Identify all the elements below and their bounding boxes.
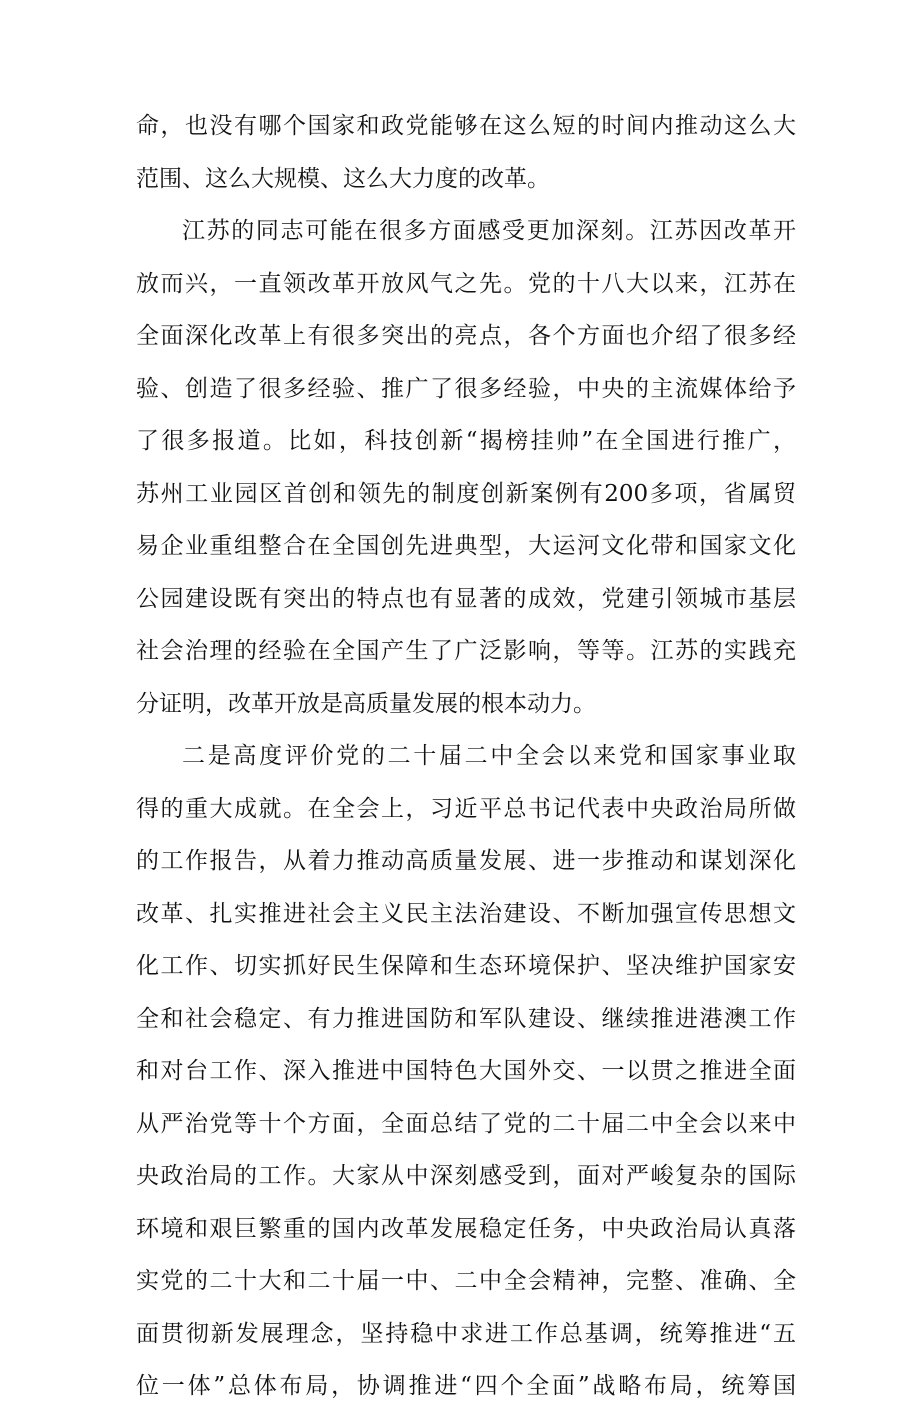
text-line: 易企业重组整合在全国创先进典型，大运河文化带和国家文化 <box>136 533 796 559</box>
text-line: 从严治党等十个方面，全面总结了党的二十届二中全会以来中 <box>136 1110 796 1137</box>
text-line: 位一体”总体布局，协调推进“四个全面”战略布局，统筹国 <box>136 1373 796 1399</box>
text-line: 面贯彻新发展理念，坚持稳中求进工作总基调，统筹推进“五 <box>136 1320 796 1347</box>
text-line: 苏州工业园区首创和领先的制度创新案例有200多项，省属贸 <box>136 480 796 507</box>
text-line: 改革、扎实推进社会主义民主法治建设、不断加强宣传思想文 <box>136 900 796 927</box>
text-line: 社会治理的经验在全国产生了广泛影响，等等。江苏的实践充 <box>136 638 796 664</box>
text-line: 全和社会稳定、有力推进国防和军队建设、继续推进港澳工作 <box>136 1005 796 1032</box>
text-line: 范围、这么大规模、这么大力度的改革。 <box>136 165 550 192</box>
text-line: 的工作报告，从着力推动高质量发展、进一步推动和谋划深化 <box>136 848 796 874</box>
text-line: 实党的二十大和二十届一中、二中全会精神，完整、准确、全 <box>136 1268 796 1294</box>
text-line: 和对台工作、深入推进中国特色大国外交、一以贯之推进全面 <box>136 1058 796 1084</box>
text-line: 放而兴，一直领改革开放风气之先。党的十八大以来，江苏在 <box>136 270 796 297</box>
text-line: 得的重大成就。在全会上，习近平总书记代表中央政治局所做 <box>136 795 796 822</box>
text-line: 分证明，改革开放是高质量发展的根本动力。 <box>136 690 596 717</box>
text-line: 全面深化改革上有很多突出的亮点，各个方面也介绍了很多经 <box>136 323 796 349</box>
text-line: 命，也没有哪个国家和政党能够在这么短的时间内推动这么大 <box>136 113 796 139</box>
text-line: 环境和艰巨繁重的国内改革发展稳定任务，中央政治局认真落 <box>136 1215 796 1242</box>
text-line: 了很多报道。比如，科技创新“揭榜挂帅”在全国进行推广， <box>136 428 796 454</box>
text-line: 验、创造了很多经验、推广了很多经验，中央的主流媒体给予 <box>136 375 796 402</box>
paragraph-start-line: 二是高度评价党的二十届二中全会以来党和国家事业取 <box>182 743 796 769</box>
text-line: 公园建设既有突出的特点也有显著的成效，党建引领城市基层 <box>136 585 796 612</box>
paragraph-start-line: 江苏的同志可能在很多方面感受更加深刻。江苏因改革开 <box>182 218 796 244</box>
body-text <box>136 100 796 1413</box>
text-line: 央政治局的工作。大家从中深刻感受到，面对严峻复杂的国际 <box>136 1163 796 1189</box>
text-line: 化工作、切实抓好民生保障和生态环境保护、坚决维护国家安 <box>136 953 796 979</box>
